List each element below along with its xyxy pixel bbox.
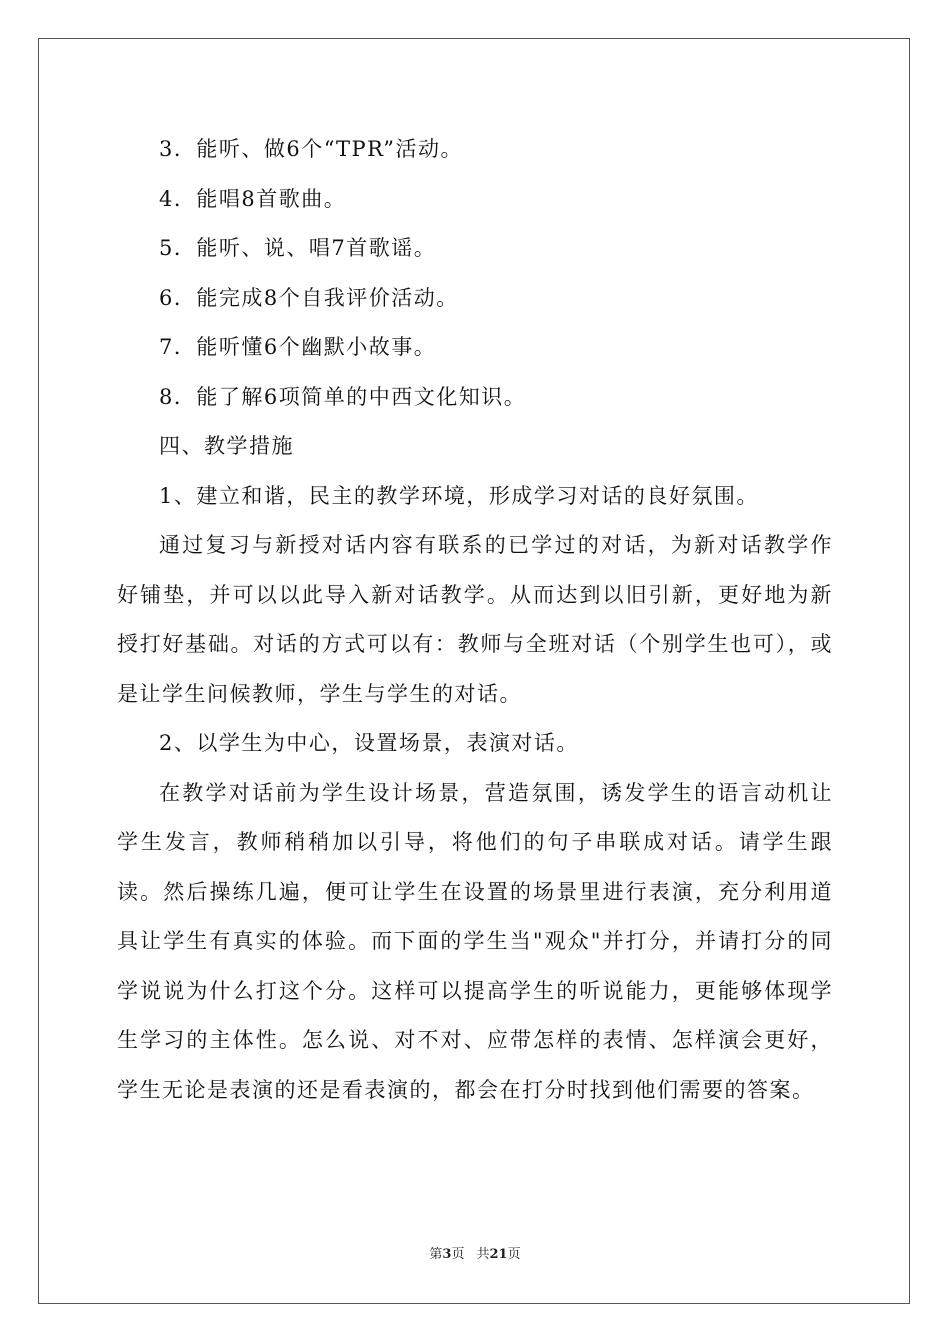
page-total: 21: [489, 1247, 508, 1262]
paragraph-measure-2-body: 在教学对话前为学生设计场景，营造氛围，诱发学生的语言动机让学生发言，教师稍稍加以引导，将他们的句子串联成对话。请学生跟读。然后操练几遍，便可让学生在设置的场景里进行表演，充分利用道具让学生有真实的体验。而下面的学生当"观众"并打分，并请打分的同学说说为什么打这个分。这样可以提高学生的听说能力，更能够体现学生学习的主体性。怎么说、对不对、应带怎样的表情、怎样演会更好，学生无论是表演的还是看表演的，都会在打分时找到他们需要的答案。: [117, 780, 833, 1102]
paragraph-2: 4．能唱8首歌曲。: [159, 186, 347, 211]
paragraph-5: 7．能听懂6个幽默小故事。: [159, 335, 437, 359]
total-prefix: 共: [476, 1247, 490, 1262]
paragraph-measure-1: 1、建立和谐，民主的教学环境，形成学习对话的良好氛围。: [159, 483, 759, 508]
paragraph-measure-2: 2、以学生为中心，设置场景，表演对话。: [159, 731, 579, 755]
page-current: 3: [442, 1247, 452, 1262]
paragraph-1: 3．能听、做6个“TPR”活动。: [159, 137, 463, 161]
paragraph-measure-1-body: 通过复习与新授对话内容有联系的已学过的对话，为新对话教学作好铺垫，并可以以此导入新对话教学。从而达到以旧引新，更好地为新授打好基础。对话的方式可以有：教师与全班对话（个别学生也可），或是让学生问候教师，学生与学生的对话。: [117, 533, 833, 706]
document-body: [117, 125, 833, 1115]
page-suffix: 页: [451, 1247, 465, 1262]
total-suffix: 页: [507, 1247, 521, 1262]
page-prefix: 第: [429, 1247, 443, 1262]
paragraph-6: 8．能了解6项简单的中西文化知识。: [159, 384, 527, 409]
paragraph-4: 6．能完成8个自我评价活动。: [159, 285, 459, 310]
section-heading: 四、教学措施: [159, 434, 294, 458]
paragraph-3: 5．能听、说、唱7首歌谣。: [159, 236, 437, 260]
page-footer: [0, 1246, 950, 1264]
